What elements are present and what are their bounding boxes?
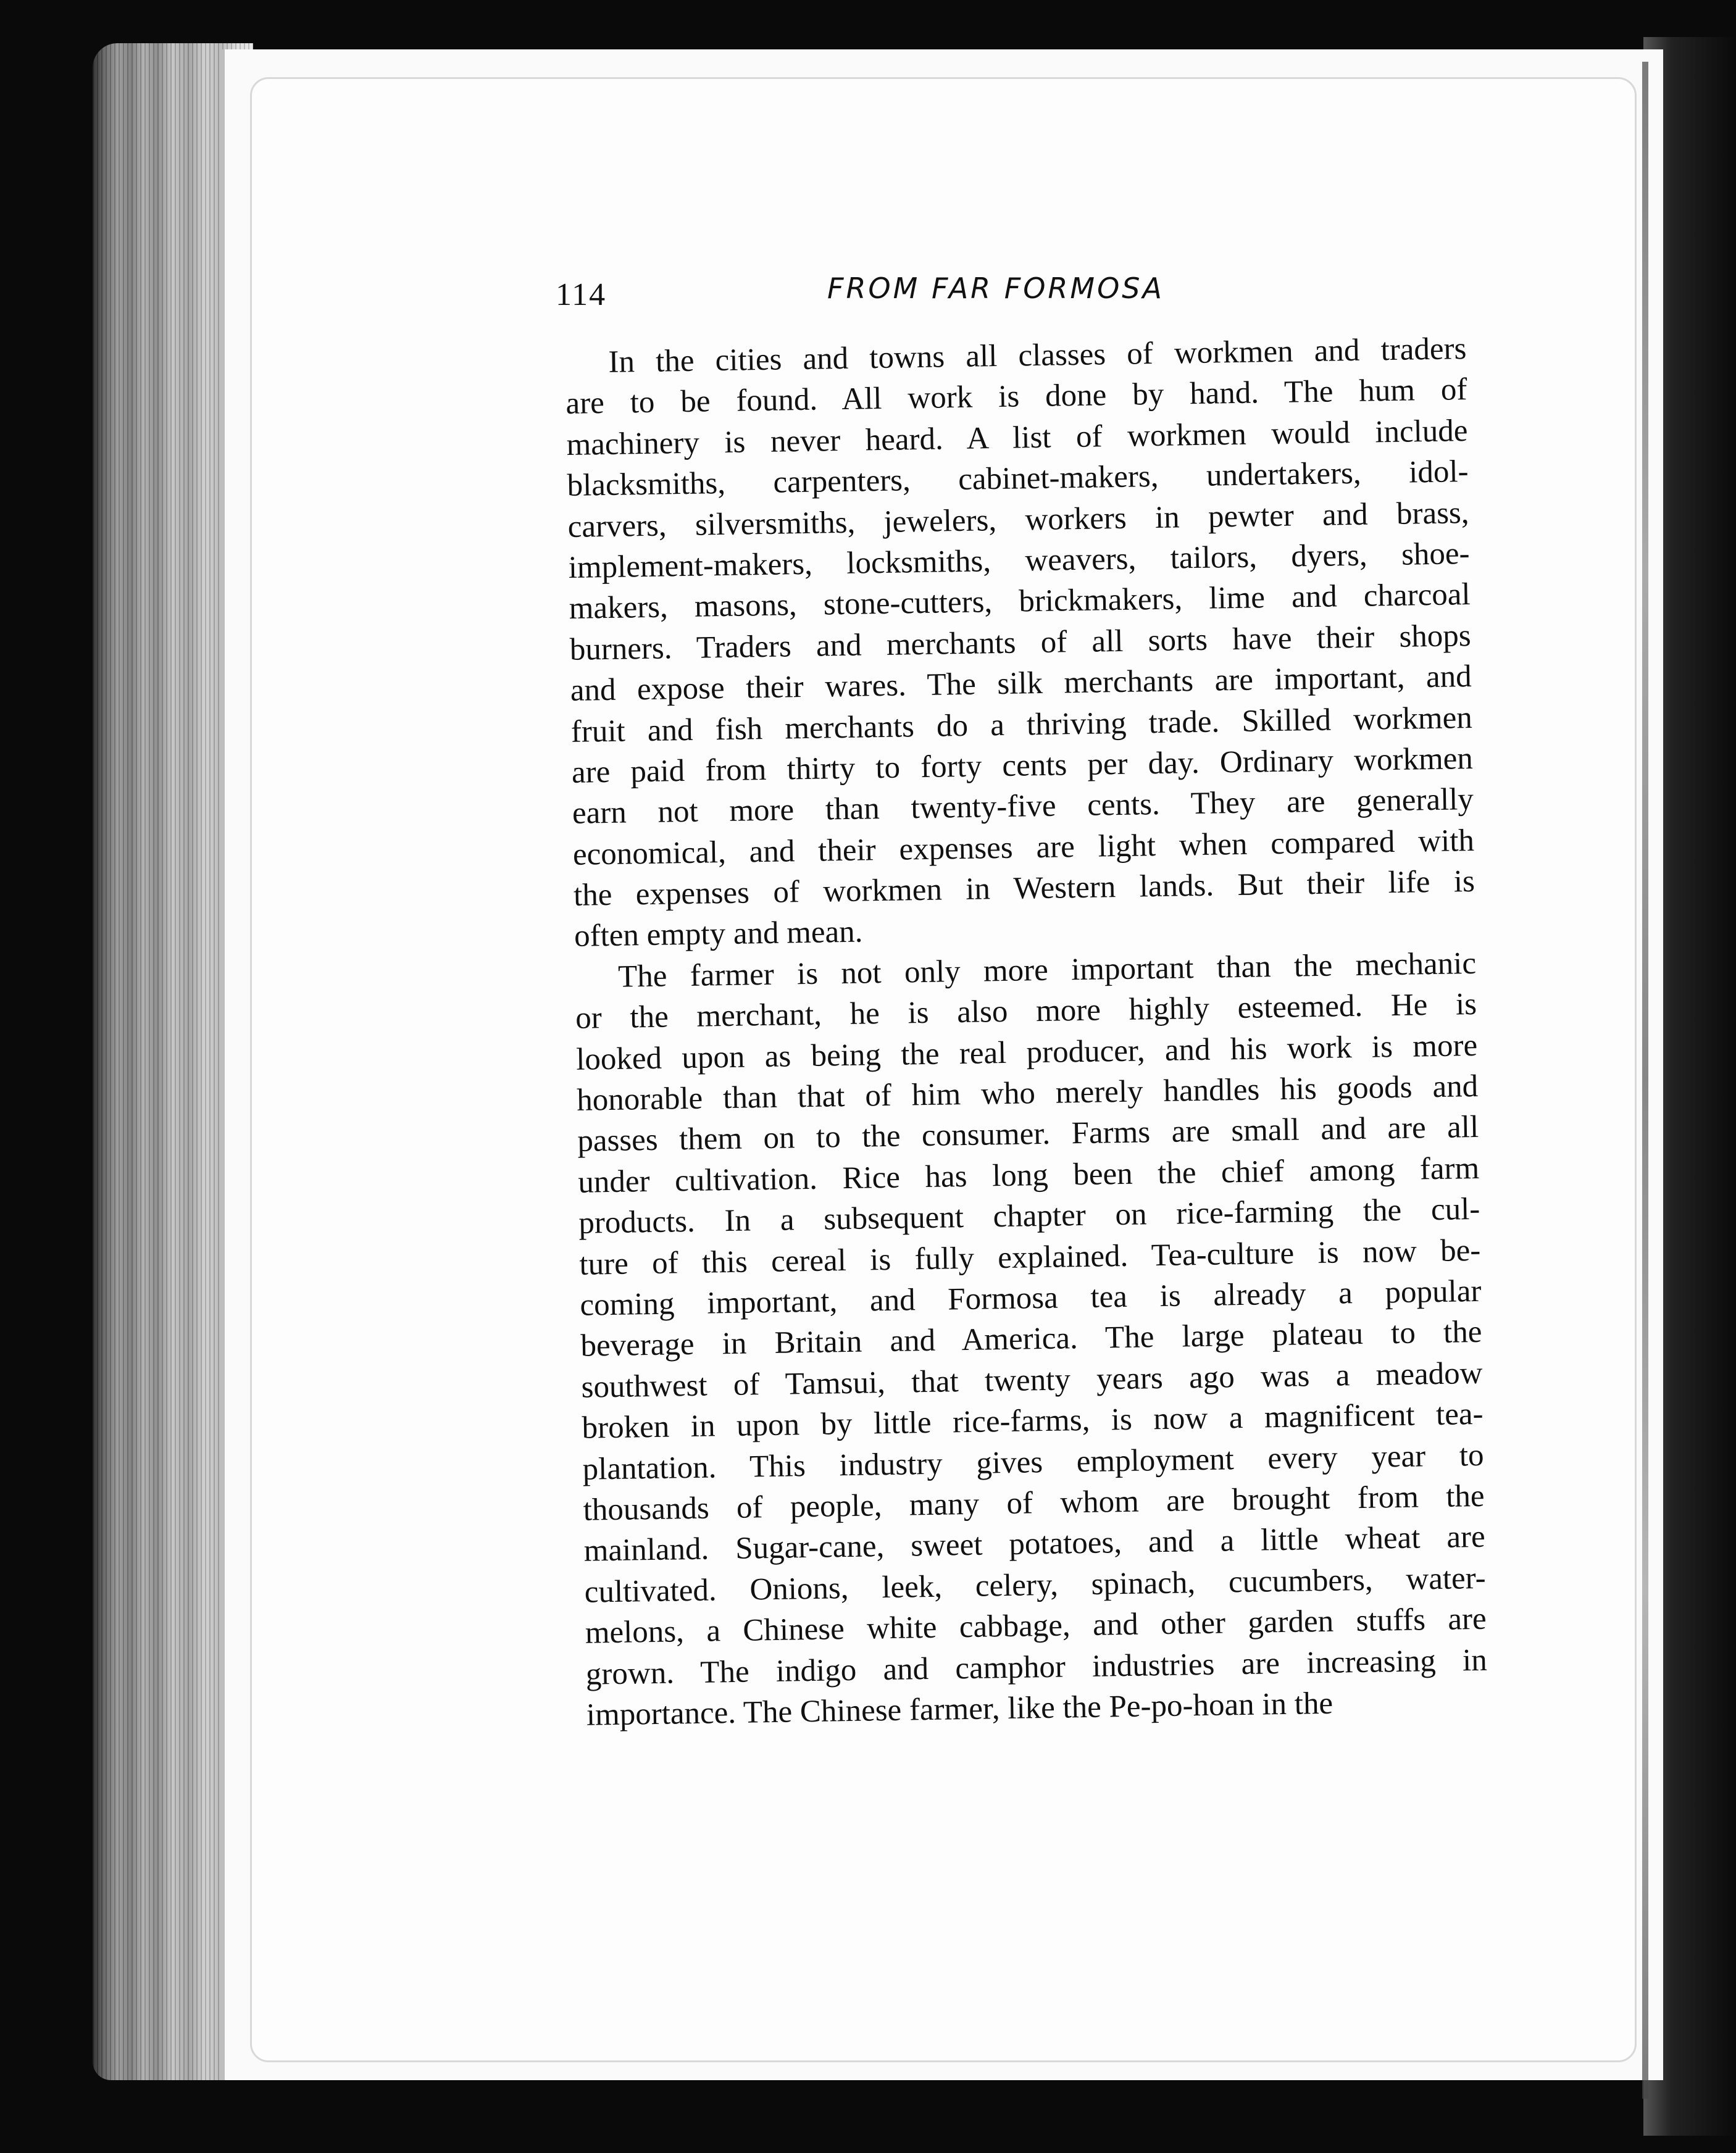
text-line: under cultivation. Rice has long been the chief among farm bbox=[577, 1151, 1480, 1200]
paragraph-workmen bbox=[565, 328, 1475, 957]
text-line: southwest of Tamsui, that twenty years ago was a meadow bbox=[581, 1356, 1483, 1405]
text-line: are paid from thirty to forty cents per day. Ordinary workmen bbox=[571, 741, 1474, 790]
text-line: makers, masons, stone-cutters, brickmakers, lime and charcoal bbox=[569, 577, 1471, 627]
text-line: are to be found. All work is done by hand. The hum of bbox=[565, 372, 1467, 422]
text-line: melons, a Chinese white cabbage, and other garden stuffs are bbox=[585, 1601, 1487, 1651]
text-line: mainland. Sugar-cane, sweet potatoes, and a little wheat are bbox=[583, 1520, 1486, 1569]
text-line: often empty and mean. bbox=[574, 915, 863, 954]
text-line: cultivated. Onions, leek, celery, spinach, cucumbers, water- bbox=[584, 1560, 1487, 1610]
text-line: earn not more than twenty-five cents. They are generally bbox=[572, 782, 1474, 831]
text-line: In the cities and towns all classes of workmen and traders bbox=[608, 331, 1467, 380]
text-line: thousands of people, many of whom are brought from the bbox=[583, 1478, 1485, 1528]
text-line: implement-makers, locksmiths, weavers, tailors, dyers, shoe- bbox=[568, 536, 1470, 585]
text-line: importance. The Chinese farmer, like the Pe-po-hoan in the bbox=[586, 1686, 1333, 1733]
text-line: blacksmiths, carpenters, cabinet-makers, undertakers, idol- bbox=[567, 454, 1469, 504]
text-line: The farmer is not only more important than the mechanic bbox=[617, 946, 1477, 994]
text-line: the expenses of workmen in Western lands. But their life is bbox=[573, 864, 1475, 913]
running-title: FROM FAR FORMOSA bbox=[827, 272, 1164, 305]
text-line: honorable than that of him who merely handles his goods and bbox=[576, 1068, 1479, 1118]
body-text bbox=[565, 328, 1488, 1736]
text-line: ture of this cereal is fully explained. Tea-culture is now be- bbox=[579, 1233, 1481, 1282]
text-line: beverage in Britain and America. The large plateau to the bbox=[580, 1315, 1482, 1364]
text-line: economical, and their expenses are light when compared with bbox=[572, 823, 1475, 872]
text-line: fruit and fish merchants do a thriving trade. Skilled workmen bbox=[570, 700, 1473, 749]
text-line: burners. Traders and merchants of all sorts have their shops bbox=[569, 618, 1472, 667]
text-line: coming important, and Formosa tea is already a popular bbox=[580, 1273, 1482, 1323]
page-header bbox=[556, 272, 1469, 321]
text-line: carvers, silversmiths, jewelers, workers in pewter and brass, bbox=[567, 495, 1469, 544]
text-line: looked upon as being the real producer, and his work is more bbox=[575, 1028, 1478, 1077]
gutter-edge bbox=[1642, 62, 1648, 2099]
text-line: plantation. This industry gives employment every year to bbox=[582, 1438, 1484, 1487]
text-line: or the merchant, he is also more highly esteemed. He is bbox=[575, 987, 1477, 1036]
paragraph-farmer bbox=[575, 943, 1488, 1736]
text-line: and expose their wares. The silk merchants are important, and bbox=[570, 659, 1472, 709]
text-line: passes them on to the consumer. Farms are small and are all bbox=[577, 1110, 1479, 1159]
text-line: broken in upon by little rice-farms, is now a magnificent tea- bbox=[582, 1397, 1484, 1446]
text-line: products. In a subsequent chapter on rice-farming the cul- bbox=[578, 1192, 1480, 1241]
text-line: grown. The indigo and camphor industries are increasing in bbox=[585, 1643, 1488, 1692]
text-line: machinery is never heard. A list of workmen would include bbox=[566, 413, 1468, 462]
page-number: 114 bbox=[556, 277, 607, 312]
